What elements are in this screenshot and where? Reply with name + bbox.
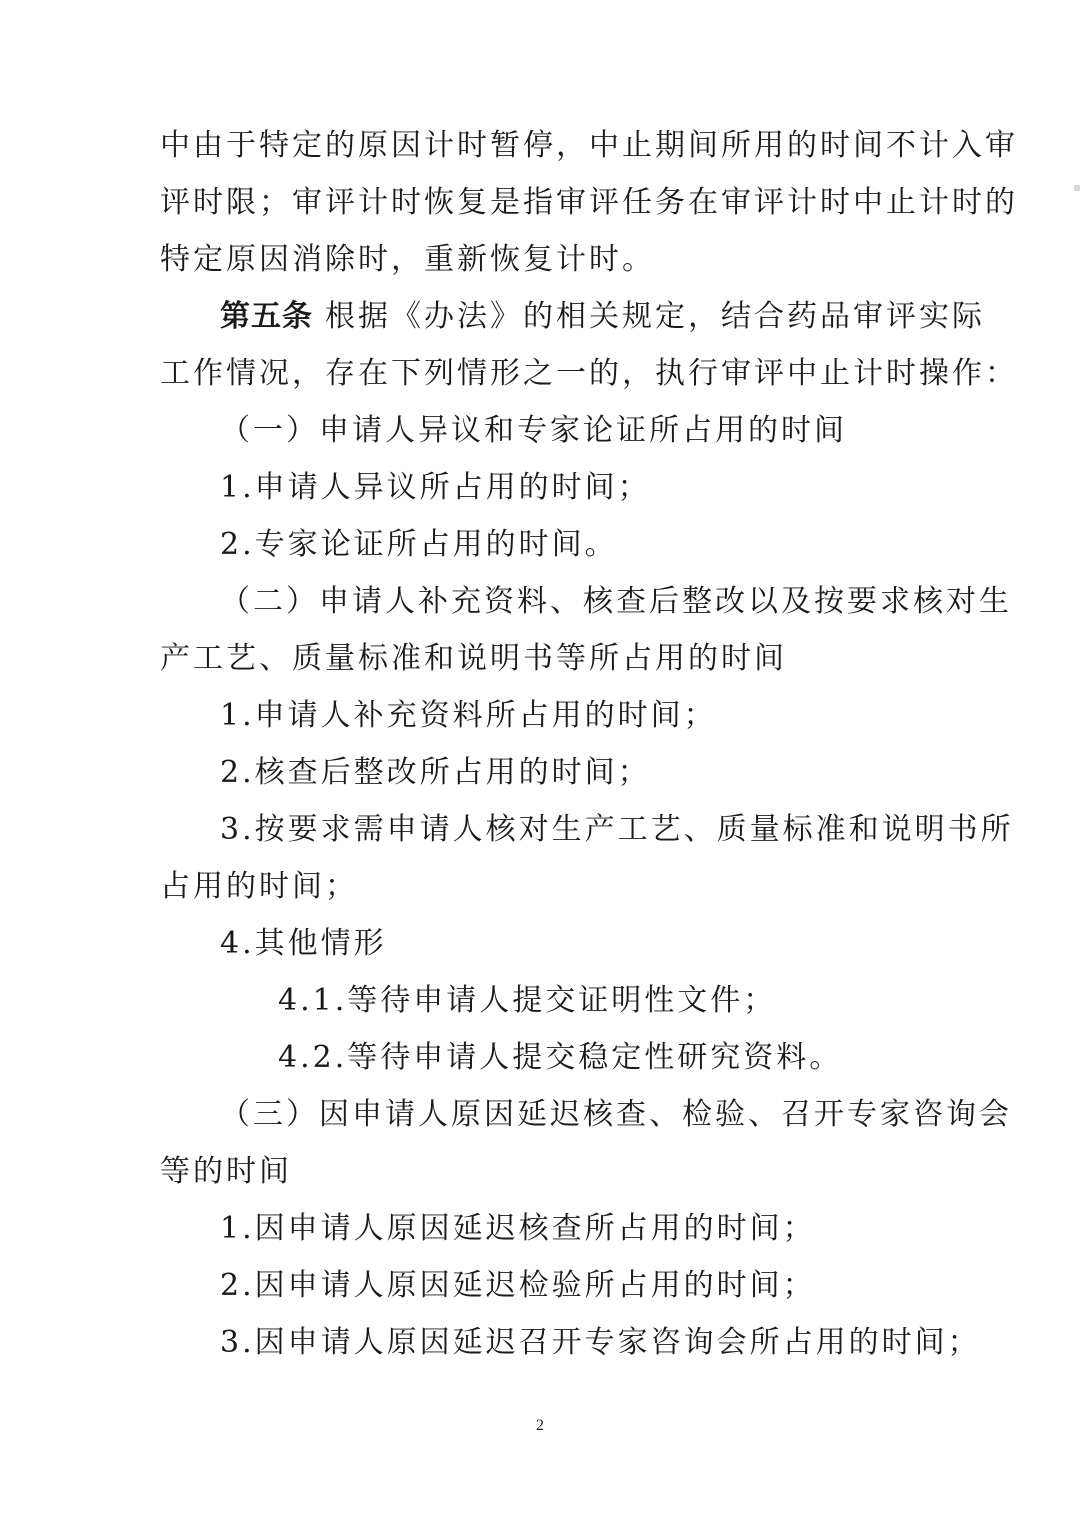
list-item: 4.其他情形: [220, 926, 387, 961]
article-text: 根据《办法》的相关规定，结合药品审评实际: [325, 299, 985, 334]
article-5-line1: [220, 297, 985, 337]
section-3-title: （三）因申请人原因延迟核查、检验、召开专家咨询会: [220, 1097, 1012, 1132]
scan-artifact: [1074, 185, 1080, 191]
section-2-title: （二）申请人补充资料、核查后整改以及按要求核对生: [220, 584, 1012, 619]
list-item-cont: 占用的时间；: [160, 869, 358, 904]
section-3-title-cont: 等的时间: [160, 1154, 292, 1189]
section-1-title: （一）申请人异议和专家论证所占用的时间: [220, 413, 847, 448]
sub-list-item: 4.2.等待申请人提交稳定性研究资料。: [278, 1040, 843, 1075]
section-2-title-cont: 产工艺、质量标准和说明书等所占用的时间: [160, 641, 787, 676]
list-item: 1.因申请人原因延迟核查所占用的时间；: [220, 1211, 816, 1246]
list-item: 2.因申请人原因延迟检验所占用的时间；: [220, 1268, 816, 1303]
paragraph-line: 中由于特定的原因计时暂停，中止期间所用的时间不计入审: [160, 128, 1018, 163]
paragraph-line: 评时限；审评计时恢复是指审评任务在审评计时中止计时的: [160, 185, 1018, 220]
list-item: 1.申请人补充资料所占用的时间；: [220, 698, 717, 733]
list-item: 2.核查后整改所占用的时间；: [220, 755, 651, 790]
paragraph-line: 特定原因消除时，重新恢复计时。: [160, 242, 655, 277]
list-item: 2.专家论证所占用的时间。: [220, 527, 618, 562]
list-item: 3.按要求需申请人核对生产工艺、质量标准和说明书所: [220, 812, 1014, 847]
article-5-line2: 工作情况，存在下列情形之一的，执行审评中止计时操作：: [160, 356, 1018, 391]
page-number: 2: [536, 1417, 544, 1434]
sub-list-item: 4.1.等待申请人提交证明性文件；: [278, 983, 777, 1018]
list-item: 3.因申请人原因延迟召开专家咨询会所占用的时间；: [220, 1325, 981, 1360]
list-item: 1.申请人异议所占用的时间；: [220, 470, 651, 505]
article-label: 第五条: [220, 299, 313, 334]
